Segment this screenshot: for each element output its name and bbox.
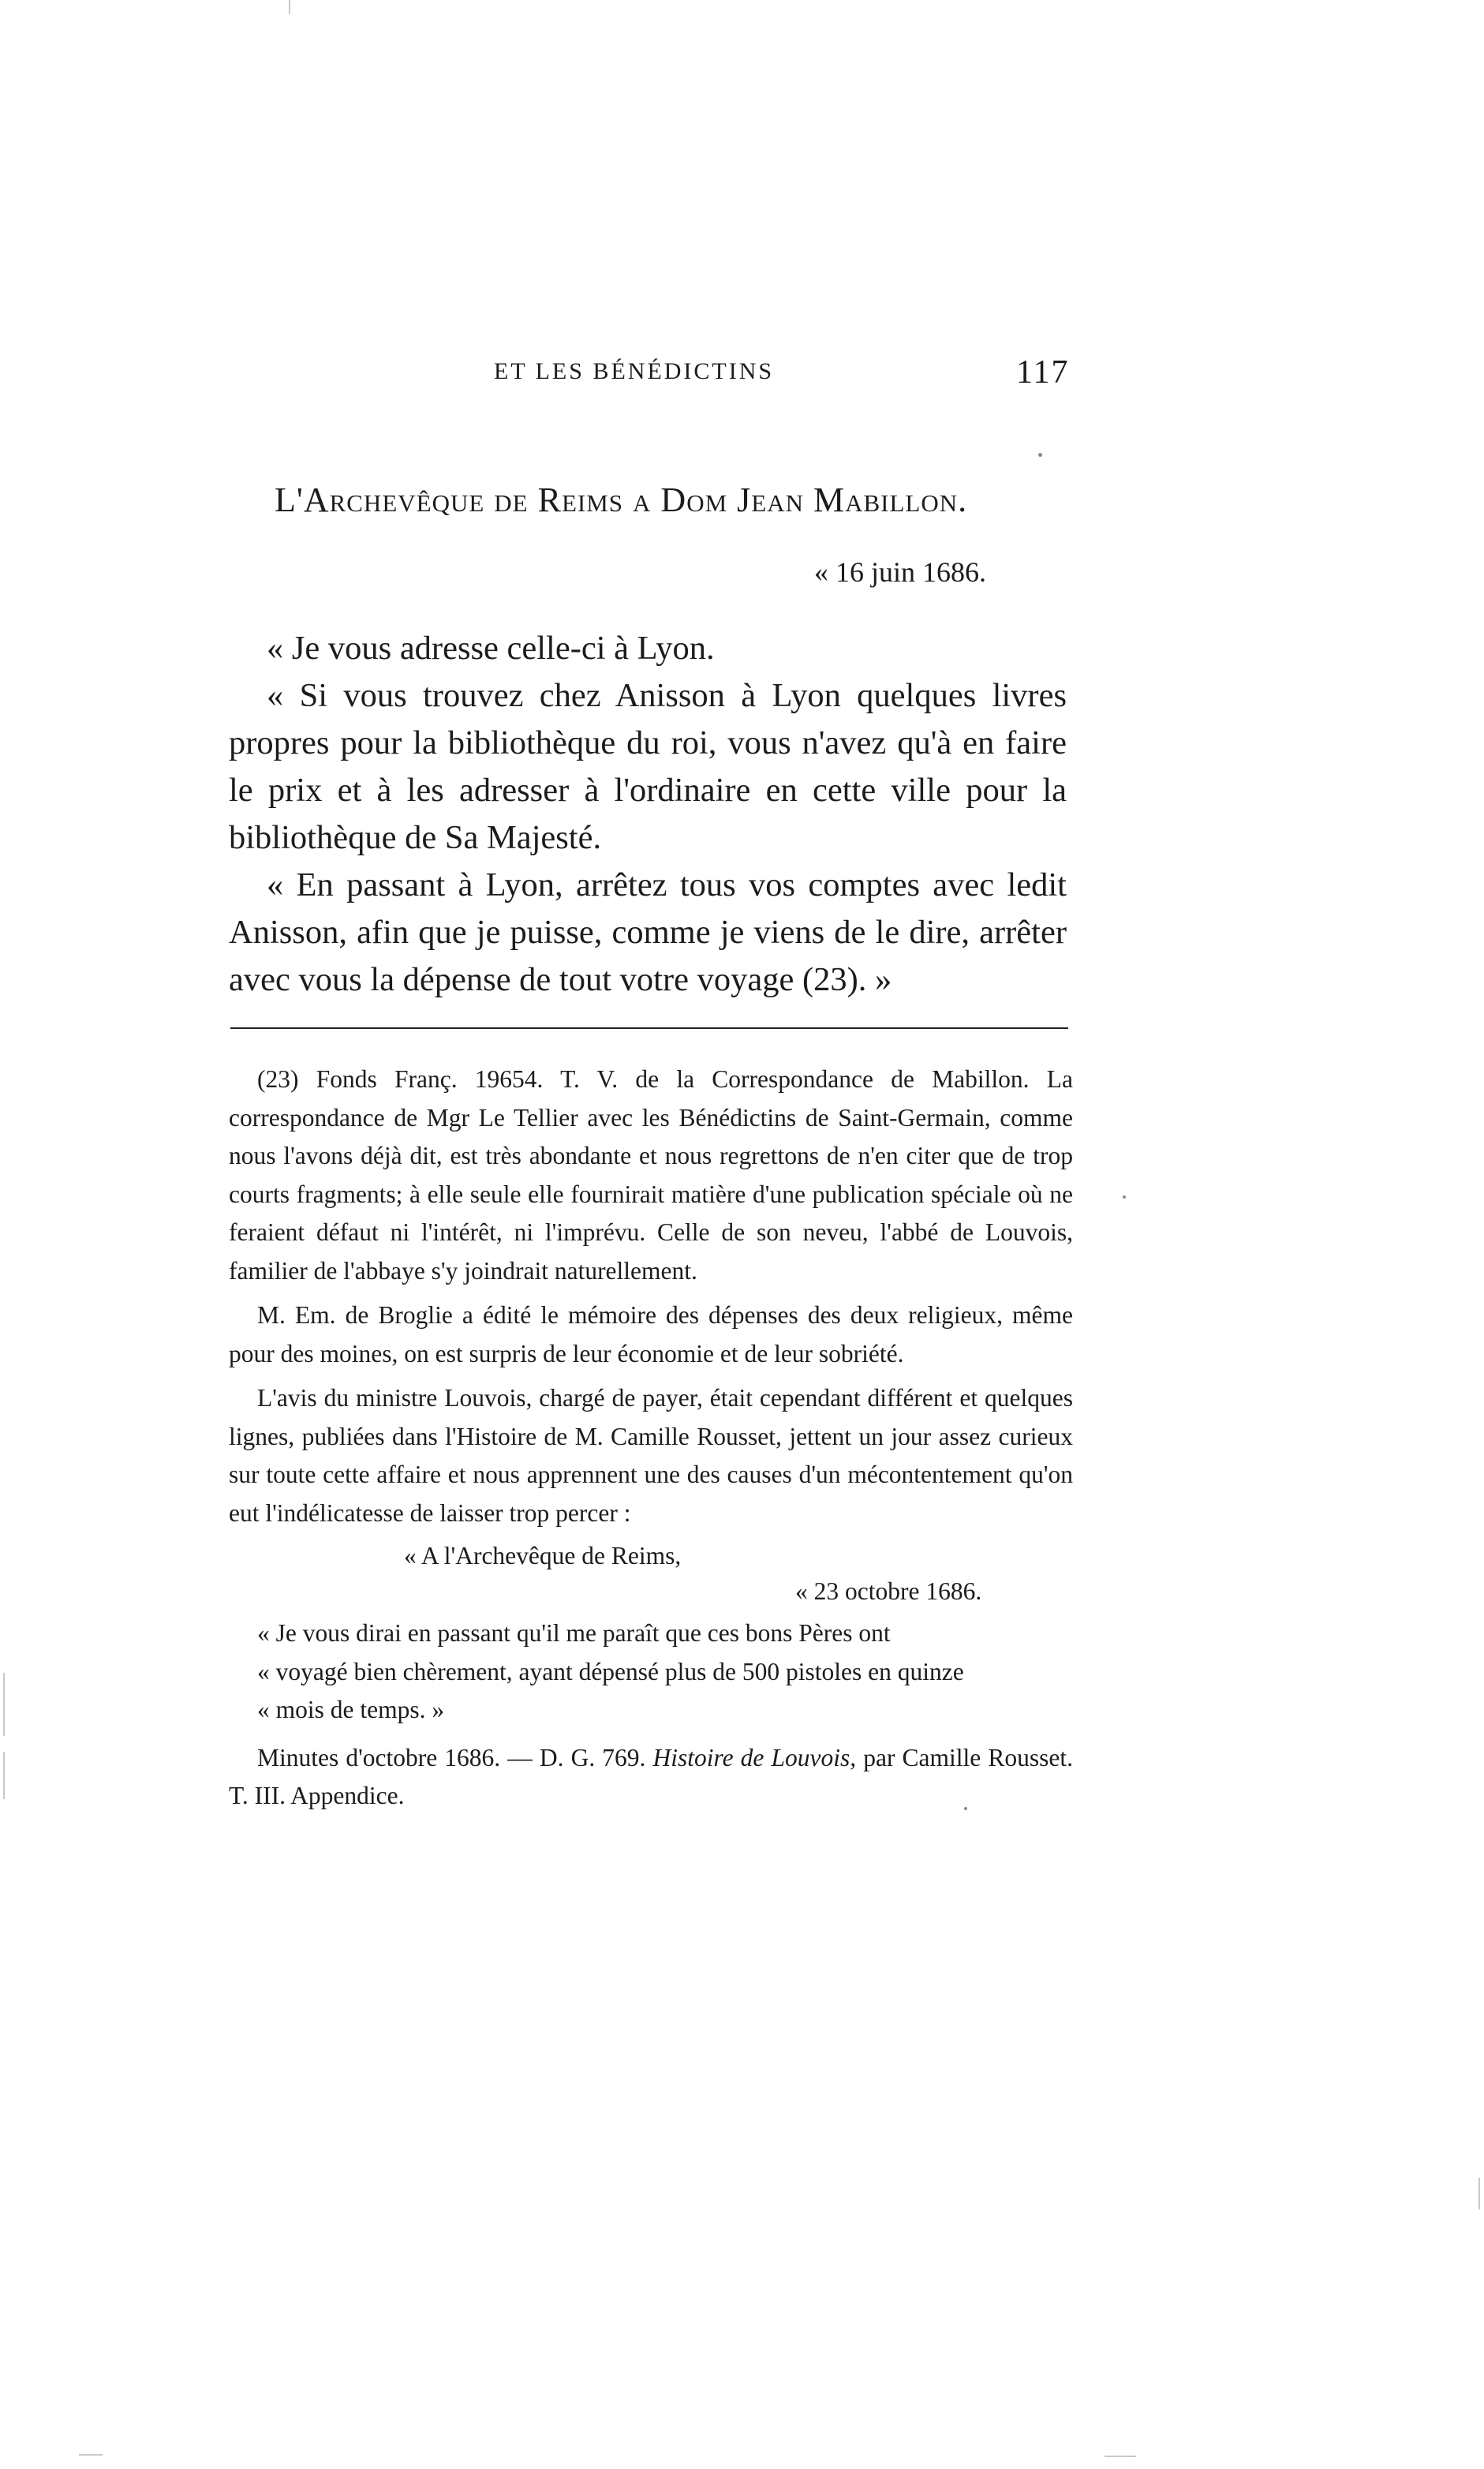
quote-date: « 23 octobre 1686. (795, 1577, 982, 1605)
footnote-paragraph: L'avis du ministre Louvois, chargé de payer, était cependant différent et quelques lignes, publiées dans l'Histoire de M. Camille Rousset, jettent un jour assez curieux sur toute cette affaire et nous apprennent une des causes d'un mécontentement qu'on eut l'indélicatesse de laisser trop percer : (229, 1384, 1073, 1527)
scan-edge-mark (1105, 2456, 1136, 2457)
quoted-letter (229, 1614, 1073, 1730)
footnote-block (229, 1061, 1073, 1822)
quote-addressee: « A l'Archevêque de Reims, (404, 1542, 682, 1569)
scan-edge-mark (3, 1752, 5, 1799)
letter-paragraph: « Si vous trouvez chez Anisson à Lyon quelques livres propres pour la bibliothèque du roi, vous n'avez qu'à en faire le prix et à les adresser à l'ordinaire en cette ville pour la bibliothèque de Sa Majesté. (229, 677, 1067, 856)
quote-line: « Je vous dirai en passant qu'il me paraît que ces bons Pères ont (257, 1619, 891, 1647)
footnote-rule (230, 1027, 1068, 1029)
scan-speck (1038, 453, 1042, 457)
running-head (0, 354, 1484, 401)
scan-edge-mark (289, 0, 290, 14)
scan-edge-mark (79, 2454, 103, 2456)
letter-paragraph: « Je vous adresse celle-ci à Lyon. (267, 630, 715, 667)
quote-line: « mois de temps. » (257, 1696, 445, 1723)
citation-title: Histoire de Louvois, (652, 1743, 857, 1771)
page-number: 117 (1016, 354, 1070, 391)
scan-edge-mark (1478, 2178, 1480, 2209)
scan-speck (964, 1807, 967, 1810)
letter-paragraph: « En passant à Lyon, arrêtez tous vos comptes avec ledit Anisson, afin que je puisse, comme je viens de le dire, arrêter avec vous la dépense de tout votre voyage (23). » (229, 866, 1067, 998)
scan-edge-mark (3, 1673, 5, 1736)
citation-suffix: par Camille Rousset. T. III. Appendice. (229, 1743, 1073, 1809)
source-citation (229, 1739, 1073, 1816)
letter-date: « 16 juin 1686. (814, 556, 987, 588)
running-title: ET LES BÉNÉDICTINS (494, 358, 775, 384)
citation-prefix: Minutes d'octobre 1686. — D. G. 769. (257, 1743, 653, 1771)
letter-heading: L'Archevêque de Reims a Dom Jean Mabillon. (275, 481, 968, 519)
scan-speck (1123, 1195, 1126, 1199)
footnote-paragraph: M. Em. de Broglie a édité le mémoire des dépenses des deux religieux, même pour des moines, on est surpris de leur économie et de leur sobriété. (229, 1301, 1073, 1367)
letter-body (229, 625, 1067, 1004)
quote-line: « voyagé bien chèrement, ayant dépensé plus de 500 pistoles en quinze (257, 1657, 964, 1685)
footnote-paragraph: (23) Fonds Franç. 19654. T. V. de la Correspondance de Mabillon. La correspondance de Mgr Le Tellier avec les Bénédictins de Saint-Germain, comme nous l'avons déjà dit, est très abondante et nous regrettons de n'en citer que de trop courts fragments; à elle seule elle fournirait matière d'une publication spéciale où ne feraient défaut ni l'intérêt, ni l'imprévu. Celle de son neveu, l'abbé de Louvois, familier de l'abbaye s'y joindrait naturellement. (229, 1065, 1073, 1285)
